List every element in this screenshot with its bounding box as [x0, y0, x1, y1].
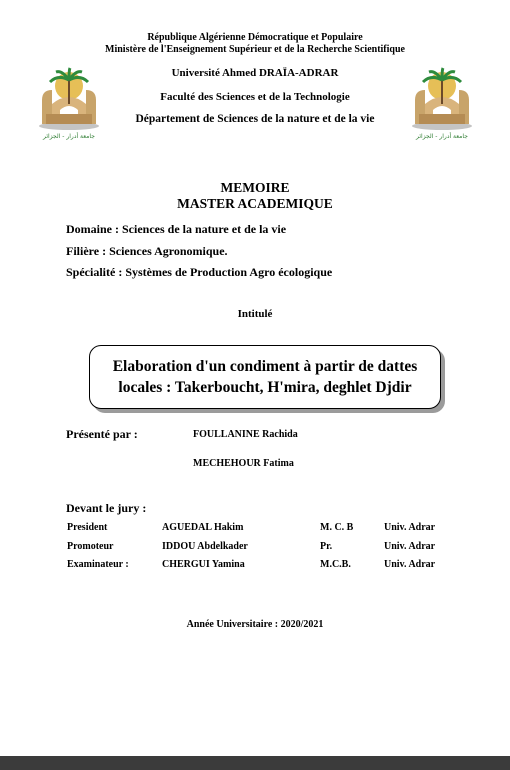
author-1: FOULLANINE Rachida	[193, 429, 298, 440]
header-university: Université Ahmed DRAÏA-ADRAR	[171, 67, 339, 79]
jury-role: Promoteur	[67, 541, 114, 552]
jury-grade: Pr.	[320, 541, 333, 552]
header-department: Département de Sciences de la nature et de la vie	[135, 113, 375, 125]
logo-caption: جامعة أدرار - الجزائر	[416, 133, 468, 140]
academic-year: Année Universitaire : 2020/2021	[186, 619, 324, 630]
jury-university: Univ. Adrar	[384, 559, 436, 570]
master-academique-title: MASTER ACADEMIQUE	[177, 196, 333, 211]
logo-caption: جامعة أدرار - الجزائر	[43, 133, 95, 140]
bottom-bar	[0, 756, 510, 770]
jury-name: IDDOU Abdelkader	[162, 541, 248, 552]
header-ministry: Ministère de l'Enseignement Supérieur et de la Recherche Scientifique	[105, 44, 405, 55]
jury-row	[0, 559, 510, 573]
jury-name: CHERGUI Yamina	[162, 559, 245, 570]
author-2: MECHEHOUR Fatima	[193, 458, 294, 469]
jury-role: Examinateur :	[67, 559, 129, 570]
jury-role: President	[67, 522, 108, 533]
filiere-field: Filière : Sciences Agronomique.	[66, 244, 228, 258]
presented-by-label: Présenté par :	[66, 427, 138, 441]
intitule-label: Intitulé	[237, 308, 273, 320]
thesis-title-box	[89, 345, 441, 409]
thesis-title-line1: Elaboration d'un condiment à partir de dattes	[112, 358, 418, 375]
thesis-title-line2: locales : Takerboucht, H'mira, deghlet Djdir	[118, 379, 412, 396]
jury-name: AGUEDAL Hakim	[162, 522, 244, 533]
jury-grade: M. C. B	[320, 522, 354, 533]
jury-grade: M.C.B.	[320, 559, 351, 570]
jury-label: Devant le jury :	[66, 501, 147, 515]
jury-university: Univ. Adrar	[384, 522, 436, 533]
memoire-title: MEMOIRE	[220, 180, 290, 195]
jury-university: Univ. Adrar	[384, 541, 436, 552]
jury-row	[0, 541, 510, 555]
header-faculty: Faculté des Sciences et de la Technologie	[160, 91, 350, 103]
header-republic: République Algérienne Démocratique et Populaire	[147, 32, 363, 43]
specialite-field: Spécialité : Systèmes de Production Agro écologique	[66, 265, 333, 279]
domaine-field: Domaine : Sciences de la nature et de la vie	[66, 222, 287, 236]
jury-row	[0, 522, 510, 536]
